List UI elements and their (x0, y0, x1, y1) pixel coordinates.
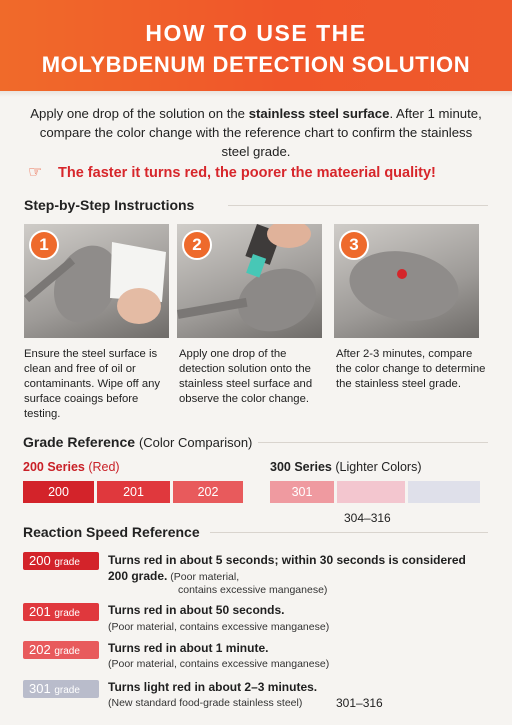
series-200-label (23, 460, 120, 474)
steps-section-title: Step-by-Step Instructions (24, 197, 195, 213)
reaction-301-sub: (New standard food-grade stainless steel) (108, 697, 303, 709)
reaction-200-sub (108, 569, 239, 583)
swatch-201: 201 (97, 481, 170, 503)
header-title-line1: HOW TO USE THE (145, 20, 367, 46)
reaction-200-sub-2: contains excessive manganese) (178, 584, 328, 596)
reaction-202-main: Turns red in about 1 minute. (108, 641, 269, 655)
reaction-divider (210, 532, 488, 533)
banner-shadow (0, 91, 512, 97)
step-1-text: Ensure the steel surface is clean and free of oil or contaminants. Wipe off any surface coaings before testing. (24, 348, 161, 420)
reaction-201-main: Turns red in about 50 seconds. (108, 603, 285, 617)
reaction-200-sub-text: (Poor material, (167, 571, 240, 583)
grade-divider (258, 442, 488, 443)
grade-section-title (23, 434, 252, 450)
intro-paragraph (26, 104, 486, 161)
badge-201-number: 201 (29, 604, 51, 619)
badge-301-number: 301 (29, 681, 51, 696)
pointing-hand-icon: ☞ (28, 164, 43, 181)
series-300-range: 304–316 (344, 511, 391, 525)
warning-line (28, 162, 488, 182)
badge-202-number: 202 (29, 642, 51, 657)
swatch-316 (408, 481, 480, 503)
step-2-text: Apply one drop of the detection solution onto the stainless steel surface and observe the color change. (179, 348, 313, 405)
grade-badge-200 (23, 552, 99, 570)
badge-200-suffix: grade (54, 557, 80, 568)
reaction-301-main: Turns light red in about 2–3 minutes. (108, 680, 318, 694)
grade-badge-301 (23, 680, 99, 698)
step-2-photo (177, 224, 322, 338)
badge-202-suffix: grade (54, 646, 80, 657)
step-1-number: 1 (29, 230, 59, 260)
reaction-section-title: Reaction Speed Reference (23, 524, 200, 540)
grade-title: Grade Reference (23, 434, 136, 450)
reaction-201-sub: (Poor material, contains excessive manganese) (108, 621, 330, 633)
grade-badge-201 (23, 603, 99, 621)
grade-subtitle: (Color Comparison) (138, 435, 253, 450)
swatch-301: 301 (270, 481, 334, 503)
swatch-202: 202 (173, 481, 243, 503)
series-200-note: (Red) (88, 460, 120, 474)
series-300-name: 300 Series (270, 460, 332, 474)
reaction-200-sub-bold: 200 grade. (108, 569, 168, 583)
reaction-200-main: Turns red in about 5 seconds; within 30 seconds is considered (108, 553, 466, 567)
step-3-photo (334, 224, 479, 338)
swatch-304 (337, 481, 405, 503)
reaction-301-range: 301–316 (336, 696, 383, 710)
steps-divider (228, 205, 488, 206)
grade-badge-202 (23, 641, 99, 659)
reaction-202-sub: (Poor material, contains excessive manganese) (108, 658, 330, 670)
header-banner (0, 0, 512, 91)
header-title-line2: MOLYBDENUM DETECTION SOLUTION (41, 52, 471, 77)
intro-text-2: . After 1 minute, compare the color change with the reference chart to confirm the stainless steel grade. (39, 106, 482, 159)
swatch-200: 200 (23, 481, 94, 503)
step-3-number: 3 (339, 230, 369, 260)
badge-301-suffix: grade (54, 685, 80, 696)
series-200-name: 200 Series (23, 460, 85, 474)
step-1-photo (24, 224, 169, 338)
intro-text-1: Apply one drop of the solution on the (30, 106, 249, 121)
step-3-text: After 2-3 minutes, compare the color change to determine the stainless steel grade. (336, 348, 486, 390)
badge-201-suffix: grade (54, 608, 80, 619)
series-300-label (270, 460, 421, 474)
intro-text-bold: stainless steel surface (248, 106, 390, 121)
warning-text: The faster it turns red, the poorer the mateerial quality! (58, 165, 436, 181)
series-300-note: (Lighter Colors) (335, 460, 422, 474)
badge-200-number: 200 (29, 553, 51, 568)
step-2-number: 2 (182, 230, 212, 260)
